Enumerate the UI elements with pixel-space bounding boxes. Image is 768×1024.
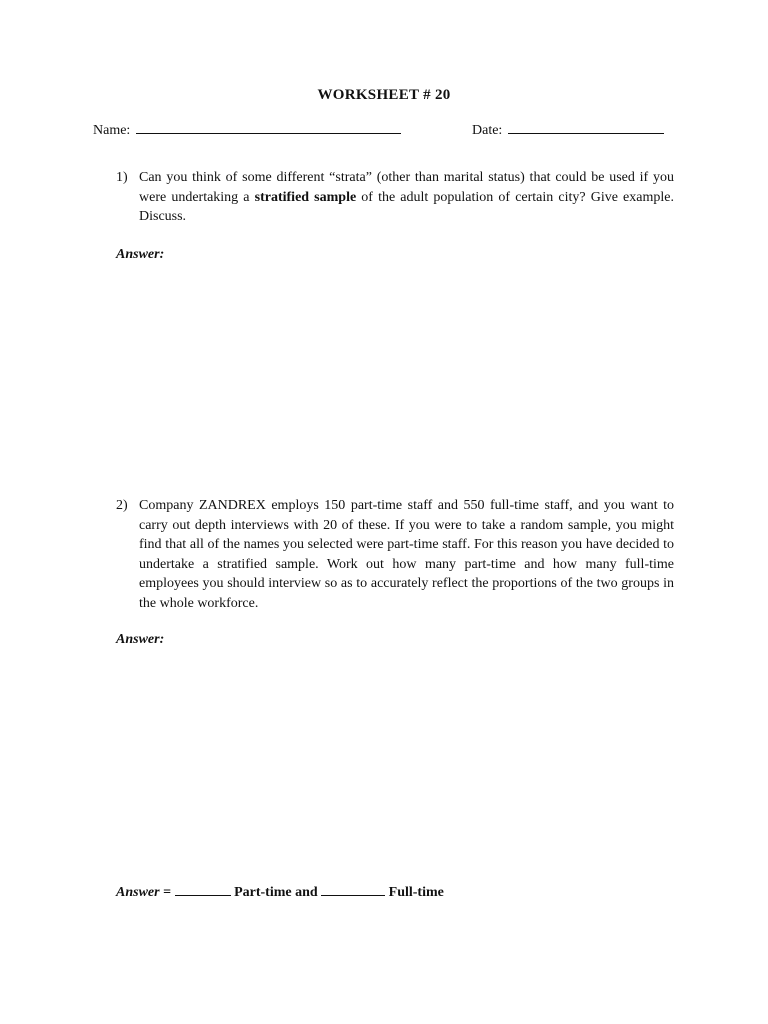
question-1-bold-term: stratified sample <box>254 189 357 205</box>
date-field-row <box>472 119 664 140</box>
answer-label-1: Answer: <box>116 247 165 262</box>
question-2 <box>116 496 676 616</box>
question-1 <box>116 168 676 228</box>
question-1-number: 1) <box>116 170 128 185</box>
answer-label-2: Answer: <box>116 632 165 647</box>
final-answer-line <box>116 882 444 901</box>
date-label: Date: <box>472 123 503 138</box>
part-time-blank[interactable] <box>175 882 231 896</box>
question-2-number: 2) <box>116 498 128 513</box>
question-1-text <box>139 168 674 227</box>
worksheet-title: WORKSHEET # 20 <box>317 87 451 103</box>
date-blank-line[interactable] <box>508 119 664 134</box>
name-field-row <box>93 119 401 140</box>
name-label: Name: <box>93 123 131 138</box>
final-answer-label: Answer <box>116 885 160 900</box>
name-blank-line[interactable] <box>136 119 401 134</box>
final-answer-equals: = <box>159 885 175 900</box>
question-2-text: Company ZANDREX employs 150 part-time staff and 550 full-time staff, and you want to carry out depth interviews with 20 of these. If you were to take a random sample, you might find that all of the names you selected were part-time staff. For this reason you have decided to undertake a stratified sample. Work out how many part-time and how many full-time employees you should interview so as to accurately reflect the proportions of the two groups in the whole workforce. <box>139 498 674 611</box>
question-1-text-part-a: Can you think of some different “strata” (other than marital status) that could be used if you were undertaking a <box>139 170 674 205</box>
question-1-text-part-b: of the adult population of certain city? Give example. Discuss. <box>139 189 674 225</box>
full-time-blank[interactable] <box>321 882 385 896</box>
full-time-label: Full-time <box>385 885 444 900</box>
part-time-label: Part-time and <box>230 885 322 900</box>
